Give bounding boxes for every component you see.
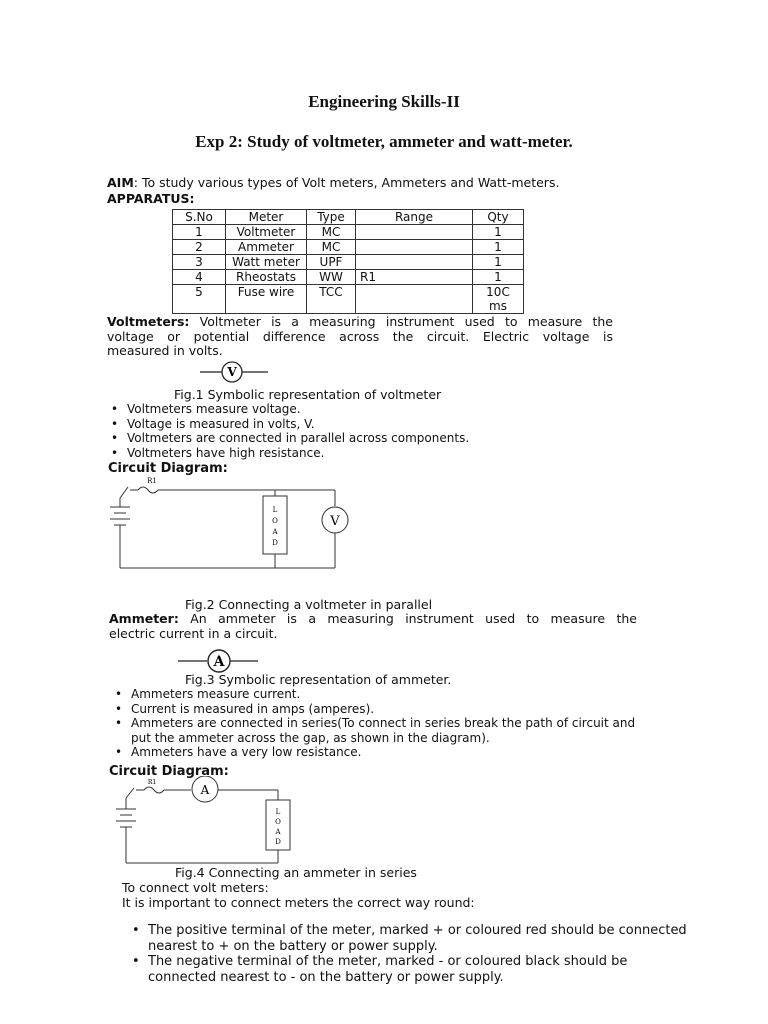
list-item: • Voltage is measured in volts, V. [127, 417, 469, 432]
apparatus-table [172, 209, 524, 314]
cell: 2 [173, 240, 226, 255]
aim-line [107, 176, 559, 191]
cell: 1 [473, 240, 524, 255]
cell: Fuse wire [226, 285, 307, 314]
circuit-ammeter-letter: A [200, 783, 210, 797]
voltmeter-para-line3: measured in volts. [107, 343, 223, 358]
cell: UPF [307, 255, 356, 270]
cell [356, 255, 473, 270]
list-item: • Ammeters measure current. [131, 687, 651, 702]
circuit-diagram-label-1: Circuit Diagram: [108, 461, 228, 476]
voltmeter-symbol [198, 361, 278, 383]
cell: Watt meter [226, 255, 307, 270]
list-item: • Ammeters are connected in series(To connect in series break the path of circuit and put the ammeter across the gap, as shown in the diagram). [131, 716, 651, 745]
ammeter-symbol-letter: A [213, 654, 225, 670]
load-letter: D [275, 838, 281, 846]
ammeter-bullets [113, 687, 651, 760]
voltmeters-label: Voltmeters: [107, 314, 190, 329]
table-header-row [173, 210, 524, 225]
list-item: • Voltmeters are connected in parallel across components. [127, 431, 469, 446]
voltmeter-symbol-letter: V [227, 365, 237, 379]
col-type: Type [307, 210, 356, 225]
table-row [173, 255, 524, 270]
cell: Rheostats [226, 270, 307, 285]
list-item: • The negative terminal of the meter, marked - or coloured black should be connected nearest to - on the battery or power supply. [148, 954, 688, 985]
load-letter: L [272, 506, 278, 514]
cell: 10C ms [473, 285, 524, 314]
cell: 1 [173, 225, 226, 240]
cell: Voltmeter [226, 225, 307, 240]
connect-line2: It is important to connect meters the correct way round: [122, 895, 475, 910]
cell: R1 [356, 270, 473, 285]
fig4-caption: Fig.4 Connecting an ammeter in series [175, 865, 417, 880]
cell: MC [307, 240, 356, 255]
col-meter: Meter [226, 210, 307, 225]
fig3-caption: Fig.3 Symbolic representation of ammeter. [185, 672, 452, 687]
ammeter-circuit-diagram [108, 776, 308, 870]
fig1-caption: Fig.1 Symbolic representation of voltmeter [174, 387, 442, 402]
voltmeter-bullets [109, 402, 469, 460]
list-item: • Voltmeters measure voltage. [127, 402, 469, 417]
cell [356, 285, 473, 314]
cell [356, 225, 473, 240]
fig2-caption: Fig.2 Connecting a voltmeter in parallel [185, 597, 433, 612]
course-title: Engineering Skills-II [308, 92, 460, 111]
aim-label: AIM [107, 175, 134, 190]
list-item: • Ammeters have a very low resistance. [131, 745, 651, 760]
table-row [173, 225, 524, 240]
cell: 4 [173, 270, 226, 285]
load-letter: L [275, 808, 281, 816]
cell: TCC [307, 285, 356, 314]
cell: 1 [473, 225, 524, 240]
fuse-label-1: R1 [147, 477, 157, 485]
voltmeter-para-line2: voltage or potential difference across the circuit. Electric voltage is [107, 329, 613, 344]
list-item: • Voltmeters have high resistance. [127, 446, 469, 461]
col-range: Range [356, 210, 473, 225]
load-letter: A [275, 828, 281, 836]
load-letter: O [272, 517, 278, 525]
connect-bullets [130, 923, 688, 985]
load-letter: A [272, 528, 278, 536]
aim-text: : To study various types of Volt meters, Ammeters and Watt-meters. [133, 175, 560, 190]
voltmeter-circuit-diagram [100, 474, 360, 574]
ammeter-text: An ammeter is a measuring instrument used to measure the [190, 611, 637, 626]
col-qty: Qty [473, 210, 524, 225]
table-row [173, 285, 524, 314]
cell: MC [307, 225, 356, 240]
connect-line1: To connect volt meters: [122, 880, 269, 895]
table-row [173, 240, 524, 255]
cell: 1 [473, 270, 524, 285]
list-item: • Current is measured in amps (amperes). [131, 702, 651, 717]
cell: 3 [173, 255, 226, 270]
circuit-diagram-label-2: Circuit Diagram: [109, 764, 229, 779]
ammeter-symbol [176, 648, 262, 674]
load-letter: D [272, 539, 278, 547]
col-sno: S.No [173, 210, 226, 225]
table-row [173, 270, 524, 285]
list-item: • The positive terminal of the meter, marked + or coloured red should be connected nearest to + on the battery or power supply. [148, 923, 688, 954]
voltmeter-text: Voltmeter is a measuring instrument used to measure the [199, 314, 613, 329]
experiment-title: Exp 2: Study of voltmeter, ammeter and watt-meter. [195, 132, 573, 151]
apparatus-label: APPARATUS: [107, 191, 195, 206]
load-letter: O [275, 818, 281, 826]
circuit-voltmeter-letter: V [330, 514, 340, 529]
cell: 5 [173, 285, 226, 314]
fuse-label-2: R1 [147, 779, 157, 786]
ammeter-label: Ammeter: [109, 611, 179, 626]
ammeter-para-line2: electric current in a circuit. [109, 626, 278, 641]
voltmeter-para-line1 [107, 315, 613, 330]
cell [356, 240, 473, 255]
ammeter-para-line1 [109, 612, 637, 627]
cell: WW [307, 270, 356, 285]
cell: Ammeter [226, 240, 307, 255]
cell: 1 [473, 255, 524, 270]
